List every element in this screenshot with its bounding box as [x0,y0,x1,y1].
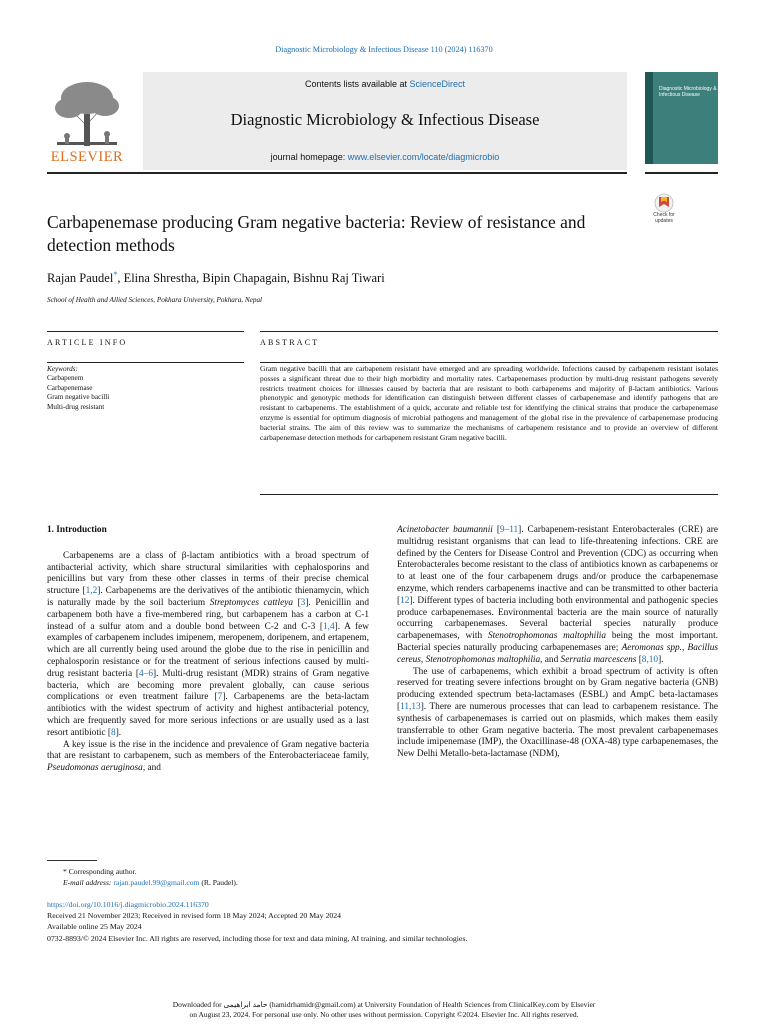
email-label: E-mail address: [63,878,114,887]
citation-link[interactable]: 8,10 [641,654,659,665]
species-name: Streptomyces cattleya [209,597,293,608]
species-name: Serratia marcescens [560,654,637,665]
section-heading: 1. Introduction [47,525,107,535]
email-note [47,877,238,888]
journal-title: Diagnostic Microbiology & Infectious Disease [230,110,540,129]
email-link[interactable]: rajan.paudel.99@gmail.com [113,878,200,887]
article-title: Carbapenemase producing Gram negative bacteria: Review of resistance and detection methods [47,212,586,255]
text: ]. Different types of bacteria including both environmental and pathogenic species produce carbapenemases. Environmental bacteria are the main source of naturally occurring carbapenemases. Several bacterial species naturally produce carbapenemases, with [397,595,718,642]
citation-link[interactable]: 12 [400,595,410,606]
elsevier-wordmark: ELSEVIER [50,149,124,165]
text: ]. [658,654,664,665]
homepage-link[interactable]: www.elsevier.com/locate/diagmicrobio [347,152,500,162]
check-updates-caption: Check for updates [653,212,675,224]
text: ]. [115,727,122,738]
available-online: Available online 25 May 2024 [47,922,142,932]
body-column-left [47,525,369,775]
keyword: Multi-drug resistant [47,402,105,411]
citation-link[interactable]: 4–6 [139,668,153,679]
homepage-prefix: journal homepage: [270,152,348,162]
keyword: Carbapenem [47,374,84,383]
affiliation: School of Health and Allied Sciences, Pokhara University, Pokhara, Nepal [47,296,263,304]
download-line-2: on August 23, 2024. For personal use only. No other uses without permission. Copyright ©2024. Elsevier Inc. All rights reserved. [189,1009,579,1019]
email-suffix: (R. Paudel). [199,878,238,887]
corresponding-note [47,866,238,877]
cover-strip [645,72,653,164]
contents-prefix: Contents lists available at [304,79,410,89]
author-2[interactable]: Elina Shrestha [123,271,197,286]
contents-line [143,79,627,89]
paragraph [397,525,718,667]
text: [ [636,654,642,665]
sciencedirect-link[interactable]: ScienceDirect [409,79,466,89]
species-name: Stenotrophomonas maltophilia [487,631,607,642]
keywords-label: Keywords: [47,365,78,373]
abstract-text: Gram negative bacilli that are carbapenem resistant have emerged and are spreading worldwide. Infections caused by carbapenem resistant isolates posses a significant threat due to their high morbidity and mortality rates. Carbapenemases production by multi-drug resistant pathogens severely restricts treatment choices for illnesses caused by bacteria that are resistant to both carbapenems and majority of β-lactam antibiotics. Various phenotypic and genotypic methods for identification can distinguish between different classes of carbapenemase and identify pathogens that are resistant to carbapenems. The establishment of a quick, accurate and reliable test for identifying the clinical strains that produce the carbapenemase enzyme is essential for optimum diagnosis of microbial pathogens and management of the global rise in the prevalence of carbapenemase producing bacterial strains. The aim of this review was to summarize the mechanisms of carbapenem resistance and to provide an overview of different carbapenemase detection methods for carbapenem resistant Gram negative bacilli. [260,364,718,442]
text: and [542,654,561,665]
text: being the most important. Bacterial species naturally producing carbapenemases are; [397,631,718,653]
text: ]. Carbapenems are the derivatives of the antibiotic thienamycin, which is naturally made by the soil bacterium [47,586,369,608]
citation-link[interactable]: 7 [217,692,223,703]
rule [260,331,718,332]
text: , and [142,763,161,774]
text: Carbapenems are a class of β-lactam antibiotics with a broad spectrum of antibacterial activity, which share structural similarities with cephalosporins and penicillins but vary from these other classes in terms of their precise chemical structure [ [47,550,369,597]
citation-link[interactable]: 8 [111,727,116,738]
author-4[interactable]: Bishnu Raj Tiwari [293,271,385,286]
keywords-block [47,365,109,412]
text: [ [492,525,500,535]
footnote-rule [47,860,97,861]
rule [260,362,718,363]
rule [260,494,718,495]
received-dates: Received 21 November 2023; Received in revised form 18 May 2024; Accepted 20 May 2024 [47,911,342,921]
text: [ [292,597,301,608]
abstract-heading: ABSTRACT [260,338,320,347]
citation-link[interactable]: 1,2 [85,586,98,597]
paragraph [397,667,718,761]
text: ]. Multi-drug resistant (MDR) strains of Gram negative bacteria, which are becoming more prevalent globally, can cause serious complications or even treatment failure [ [47,668,369,703]
author-3[interactable]: Bipin Chapagain [202,271,287,286]
citation-link[interactable]: 1,4 [322,621,335,632]
text: ]. A few examples of carbapenem includes imipenem, meropenem, doripenem, and ertapenem, which are all currently being used around the globe due to the rise in penicillin and cephalosporin resistance or for the treatment of serious infections caused by multi-drug resistant bacteria [ [47,621,369,679]
keyword: Gram negative bacilli [47,393,110,402]
text: ]. Carbapenem-resistant Enterobacterales (CRE) are multidrug resistant organisms that can lead to life-threatening infections. CRE are defined by the Centers for Disease Control and Prevention (CDC) as occurring when Enterobacterales become resistant to the class of antibiotics known as carbapenems or to at least one of the four carbapenem drugs and/or produce the carbapenemase enzyme, which renders carbapenems inactive and can be transmitted to other bacteria [ [397,525,718,606]
corresponding-mark: * [63,867,67,876]
article-metadata [47,899,467,944]
paragraph [47,551,369,740]
keyword: Carbapenemase [47,383,93,392]
homepage-line [143,152,627,162]
journal-banner [143,72,627,170]
footnotes [47,866,238,888]
article-info-heading: ARTICLE INFO [47,338,128,347]
journal-cover-thumbnail[interactable] [645,72,718,164]
doi-link[interactable]: https://doi.org/10.1016/j.diagmicrobio.2024.116370 [47,900,209,909]
header-rule [47,172,627,174]
text: The use of carbapenems, which exhibit a broad spectrum of activity is often reserved for treating severe infections brought on by Gram negative bacteria (GNB) producing extended spectrum beta-lactamases (ESBL) and AmpC beta-lactamases [ [397,666,718,712]
download-line-1: Downloaded for حامد ابراهیمی (hamidrhamidr@gmail.com) at University Foundation of Health Sciences from ClinicalKey.com by Elsevier [172,1000,596,1009]
check-for-updates-badge[interactable] [646,193,682,229]
text: ]. Carbapenems are the beta-lactam antibiotics with the widest spectrum of activity and highest antibacterial potency, which are frequently saved for more serious infections or are usually used as a last resort antibiotic [ [47,692,369,738]
species-name: Aeromonas spp., Bacillus cereus, Stenotrophomonas maltophilia, [397,642,718,665]
species-name: Acinetobacter baumannii [397,525,493,535]
rule [47,331,244,332]
text: A key issue is the rise in the incidence and prevalence of Gram negative bacteria that are resistant to carbapenem, such as members of the Enterobacteriaceae family, [47,739,369,762]
paragraph [47,740,369,775]
author-1[interactable]: Rajan Paudel [47,271,114,286]
rule [47,362,244,363]
header-rule-right [645,172,718,174]
citation-link[interactable]: 9–11 [499,525,519,535]
body-column-right [397,525,718,761]
copyright: 0732-8893/© 2024 Elsevier Inc. All rights are reserved, including those for text and data mining, AI training, and similar technologies. [47,933,468,943]
species-name: Pseudomonas aeruginosa [47,763,143,774]
citation-link[interactable]: 3 [300,597,306,608]
corresponding-mark[interactable]: * [113,270,118,279]
citation-link[interactable]: 11,13 [400,701,421,712]
journal-citation[interactable]: Diagnostic Microbiology & Infectious Disease 110 (2024) 116370 [275,45,493,54]
download-notice [0,1000,768,1019]
corresponding-text: Corresponding author. [68,867,137,876]
author-list: Rajan Paudel*, Elina Shrestha, Bipin Chapagain, Bishnu Raj Tiwari [47,270,385,286]
cover-title: Diagnostic Microbiology & Infectious Disease [659,86,717,98]
text: ]. There are numerous processes that can lead to carbapenem resistance. The synthesis of carbapenemases is carried out on plasmids, which makes them easily transferrable to other Gram negative bacteria. The most prevalent carbapenemases include imipenemase (IMP), the Oxacillinase-48 (OXA-48) type carbapenemases, the New Delhi Metallo-beta-lactamase (NDM), [397,701,718,760]
text: ]. Penicillin and carbapenem both have a five-membered ring, but carbapenem has a carbon at C-1 instead of a sulfur atom and a double bond between C-2 and C-3 [ [47,597,369,632]
